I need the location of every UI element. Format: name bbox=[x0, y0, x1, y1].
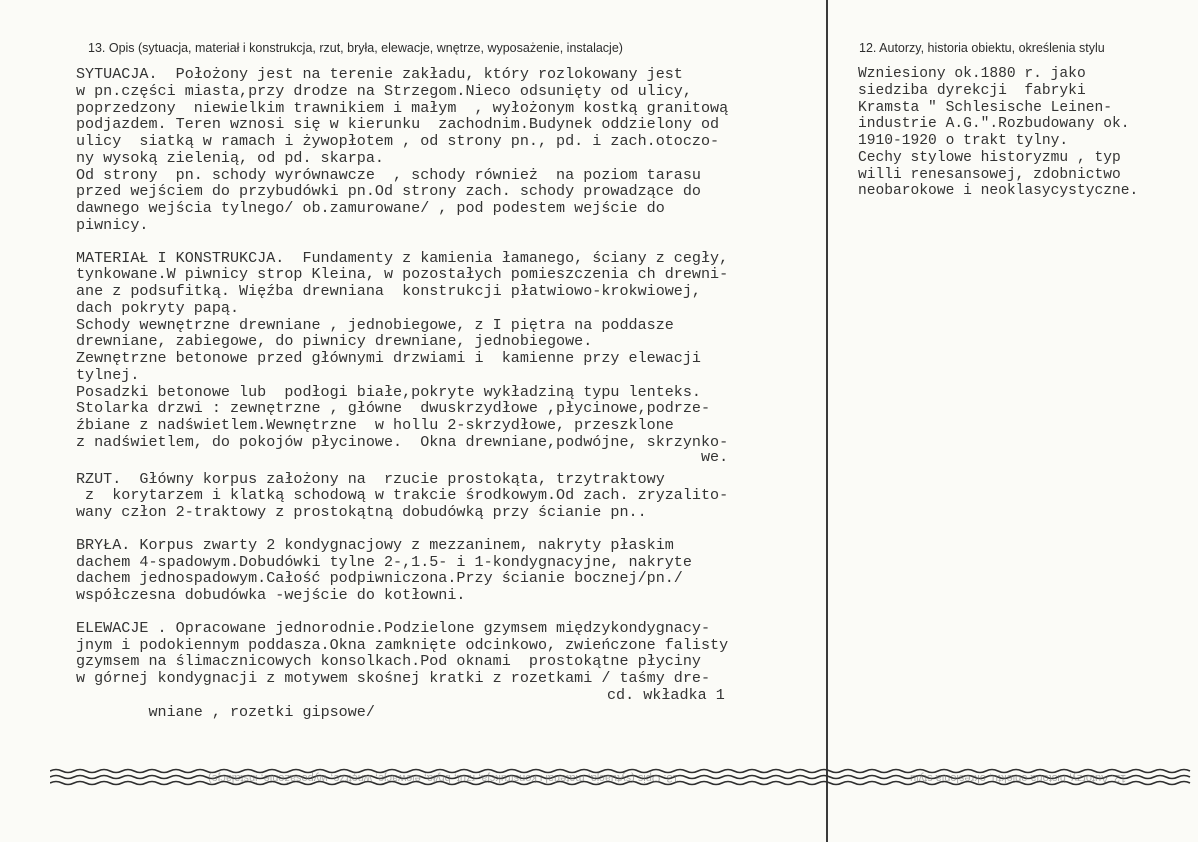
text-line: tynkowane.W piwnicy strop Kleina, w pozostałych pomieszczenia ch drewni- bbox=[76, 265, 729, 284]
text-line: siedziba dyrekcji fabryki bbox=[858, 82, 1086, 99]
section-bryla bbox=[76, 537, 728, 604]
text-line: Kramsta " Schlesische Leinen- bbox=[858, 99, 1112, 116]
text-line: Schody wewnętrzne drewniane , jednobiegowe, z I piętra na poddasze bbox=[76, 315, 674, 334]
text-line: we. bbox=[76, 447, 729, 466]
text-line: wany człon 2-traktowy z prostokątną dobudówką przy ścianie pn.. bbox=[76, 503, 647, 521]
text-line: gzymsem na ślimacznicowych konsolkach.Pod oknami prostokątne płyciny bbox=[76, 652, 701, 671]
text-line: willi renesansowej, zdobnictwo bbox=[858, 166, 1121, 183]
text-line: Posadzki betonowe lub podłogi białe,pokryte wykładziną typu lenteks. bbox=[76, 382, 701, 401]
section-13-header: 13. Opis (sytuacja, materiał i konstrukcja, rzut, bryła, elewacje, wnętrze, wyposażenie, instalacje) bbox=[88, 41, 623, 55]
text-line: wniane , rozetki gipsowe/ bbox=[148, 702, 375, 721]
column-divider bbox=[826, 0, 828, 842]
text-line: RZUT. Główny korpus założony na rzucie prostokąta, trzytraktowy bbox=[76, 469, 665, 488]
text-line: jnym i podokiennym poddasza.Okna zamknięte odcinkowo, zwieńczone falisty bbox=[76, 635, 729, 654]
text-line: MATERIAŁ I KONSTRUKCJA. Fundamenty z kamienia łamanego, ściany z cegły, bbox=[76, 248, 729, 267]
text-line: dachem jednospadowym.Całość podpiwniczona.Przy ścianie bocznej/pn./ bbox=[76, 569, 683, 588]
paragraph-gap bbox=[76, 521, 728, 537]
text-line: drewniane, zabiegowe, do piwnicy drewniane, jednobiegowe. bbox=[76, 332, 593, 351]
text-line: BRYŁA. Korpus zwarty 2 kondygnacjowy z mezzaninem, nakryty płaskim bbox=[76, 535, 674, 554]
text-line: źbiane z nadświetlem.Wewnętrzne w hollu 2-skrzydłowe, przeszklone bbox=[76, 416, 674, 434]
text-line: piwnicy. bbox=[76, 215, 149, 234]
bleed-through-text-left: 13. Opis (sytuacja, materiał i konstrukcja, rzut, bryła, elewacje, wnętrze, wyposażenie, instalacje) bbox=[208, 772, 679, 784]
bleed-through-text-right: 12. Autorzy, historia obiektu, określenia stylu bbox=[910, 772, 1127, 784]
section-sytuacja bbox=[76, 66, 728, 234]
text-line: dach pokryty papą. bbox=[76, 298, 240, 317]
last-line-row bbox=[76, 685, 728, 721]
section-12-header: 12. Autorzy, historia obiektu, określenia stylu bbox=[859, 41, 1105, 55]
description-text bbox=[76, 65, 729, 721]
text-line: z korytarzem i klatką schodową w trakcie środkowym.Od zach. zryzalito- bbox=[76, 486, 729, 505]
text-line: współczesna dobudówka -wejście do kotłowni. bbox=[76, 586, 466, 604]
text-line: 1910-1920 o trakt tylny. bbox=[858, 133, 1069, 149]
text-line: Stolarka drzwi : zewnętrzne , główne dwuskrzydłowe ,płycinowe,podrze- bbox=[76, 399, 711, 418]
section-rzut bbox=[76, 471, 728, 521]
text-line: SYTUACJA. Położony jest na terenie zakładu, który rozlokowany jest bbox=[76, 65, 683, 83]
text-line: z nadświetlem, do pokojów płycinowe. Okna drewniane,podwójne, skrzynko- bbox=[76, 432, 729, 451]
text-line: tylnej. bbox=[76, 365, 140, 384]
text-line: dachem 4-spadowym.Dobudówki tylne 2-,1.5- i 1-kondygnacyjne, nakryte bbox=[76, 552, 692, 571]
text-line: w górnej kondygnacji z motywem skośnej kratki z rozetkami / taśmy dre- bbox=[76, 669, 711, 687]
text-line: neobarokowe i neoklasycystyczne. bbox=[858, 183, 1139, 200]
text-line: przed wejściem do przybudówki pn.Od strony zach. schody prowadzące do bbox=[76, 182, 701, 201]
text-line: Od strony pn. schody wyrównawcze , schody również na poziom tarasu bbox=[76, 165, 701, 184]
section-elewacje bbox=[76, 618, 729, 721]
text-line: poprzedzony niewielkim trawnikiem i małym , wyłożonym kostką granitową bbox=[76, 98, 729, 117]
section-material bbox=[76, 248, 729, 466]
text-line: ulicy siatką w ramach i żywopłotem , od strony pn., pd. i zach.otoczo- bbox=[76, 132, 720, 150]
text-line: w pn.części miasta,przy drodze na Strzegom.Nieco odsunięty od ulicy, bbox=[76, 81, 692, 100]
text-line: industrie A.G.".Rozbudowany ok. bbox=[858, 116, 1130, 133]
paragraph-gap bbox=[76, 234, 728, 250]
text-line: dawnego wejścia tylnego/ ob.zamurowane/ , pod podestem wejście do bbox=[76, 199, 665, 217]
text-line: podjazdem. Teren wznosi się w kierunku zachodnim.Budynek oddzielony od bbox=[76, 115, 720, 134]
text-line: Zewnętrzne betonowe przed głównymi drzwiami i kamienne przy elewacji bbox=[76, 349, 701, 367]
text-line: ane z podsufitką. Więźba drewniana konstrukcji płatwiowo-krokwiowej, bbox=[76, 282, 701, 300]
text-line: Wzniesiony ok.1880 r. jako bbox=[858, 66, 1086, 82]
paragraph-gap bbox=[76, 604, 728, 620]
text-line: ny wysoką zielenią, od pd. skarpa. bbox=[76, 148, 384, 167]
history-text bbox=[858, 66, 1138, 200]
text-line: Cechy stylowe historyzmu , typ bbox=[858, 149, 1121, 166]
text-line: ELEWACJE . Opracowane jednorodnie.Podzielone gzymsem międzykondygnacy- bbox=[76, 618, 711, 637]
continuation-note: cd. wkładka 1 bbox=[607, 685, 725, 704]
